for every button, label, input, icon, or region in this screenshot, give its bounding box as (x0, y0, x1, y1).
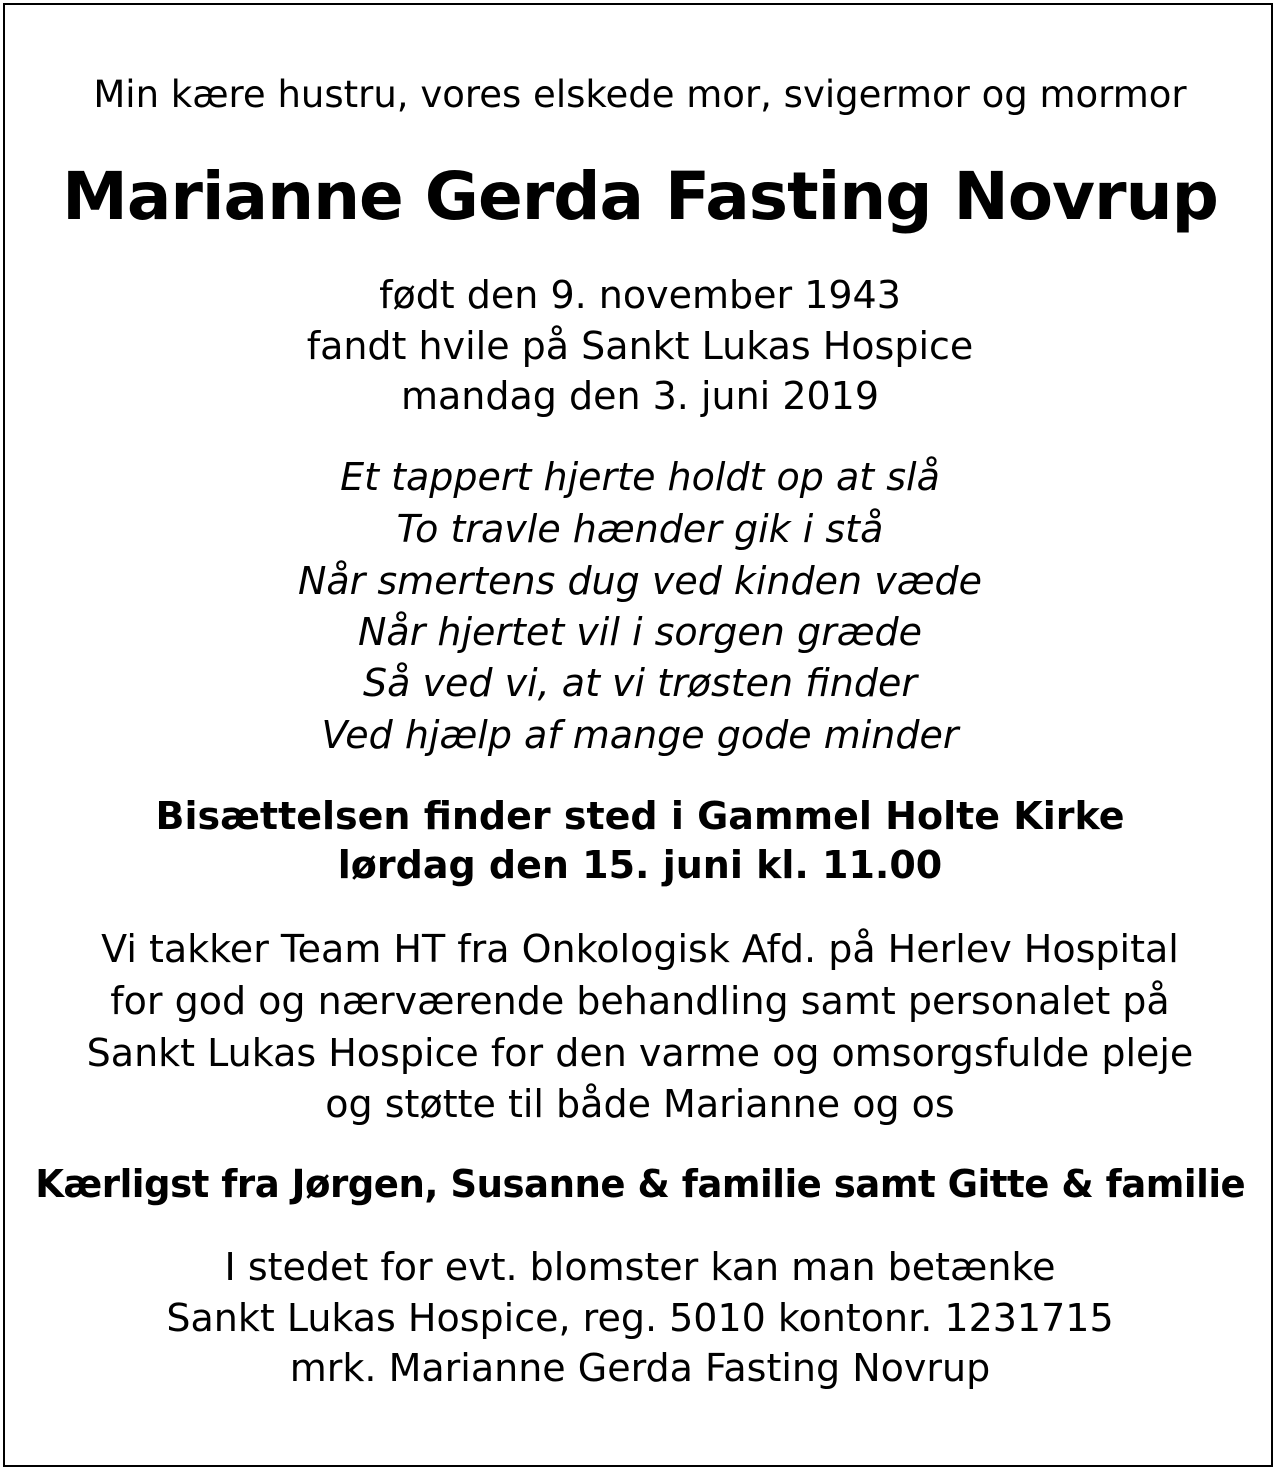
donation-line: I stedet for evt. blomster kan man betænke (224, 1245, 1056, 1289)
poem-line: To travle hænder gik i stå (396, 507, 884, 551)
poem-line: Når hjertet vil i sorgen græde (357, 610, 923, 654)
donation-account-line: Sankt Lukas Hospice, reg. 5010 kontonr. 1231715 (166, 1296, 1114, 1340)
thanks-line: for god og nærværende behandling samt personalet på (110, 979, 1170, 1023)
place-of-death-line: fandt hvile på Sankt Lukas Hospice (306, 324, 974, 368)
funeral-location-line: Bisættelsen finder sted i Gammel Holte Kirke (155, 794, 1125, 838)
poem-line: Et tappert hjerte holdt op at slå (340, 455, 940, 499)
funeral-time-line: lørdag den 15. juni kl. 11.00 (337, 843, 943, 887)
thanks-line: og støtte til både Marianne og os (325, 1082, 955, 1126)
donation-reference-line: mrk. Marianne Gerda Fasting Novrup (289, 1346, 991, 1390)
thanks-line: Sankt Lukas Hospice for den varme og omsorgsfulde pleje (86, 1031, 1194, 1075)
death-date-line: mandag den 3. juni 2019 (400, 374, 880, 418)
poem-line: Ved hjælp af mange gode minder (321, 713, 959, 757)
thanks-line: Vi takker Team HT fra Onkologisk Afd. på Herlev Hospital (101, 927, 1179, 971)
poem-line: Når smertens dug ved kinden væde (297, 559, 983, 603)
poem-line: Så ved vi, at vi trøsten finder (363, 661, 917, 705)
birth-date-line: født den 9. november 1943 (379, 273, 901, 317)
family-signature: Kærligst fra Jørgen, Susanne & familie samt Gitte & familie (34, 1162, 1245, 1206)
intro-line: Min kære hustru, vores elskede mor, svigermor og mormor (93, 73, 1187, 116)
deceased-name: Marianne Gerda Fasting Novrup (62, 158, 1218, 235)
